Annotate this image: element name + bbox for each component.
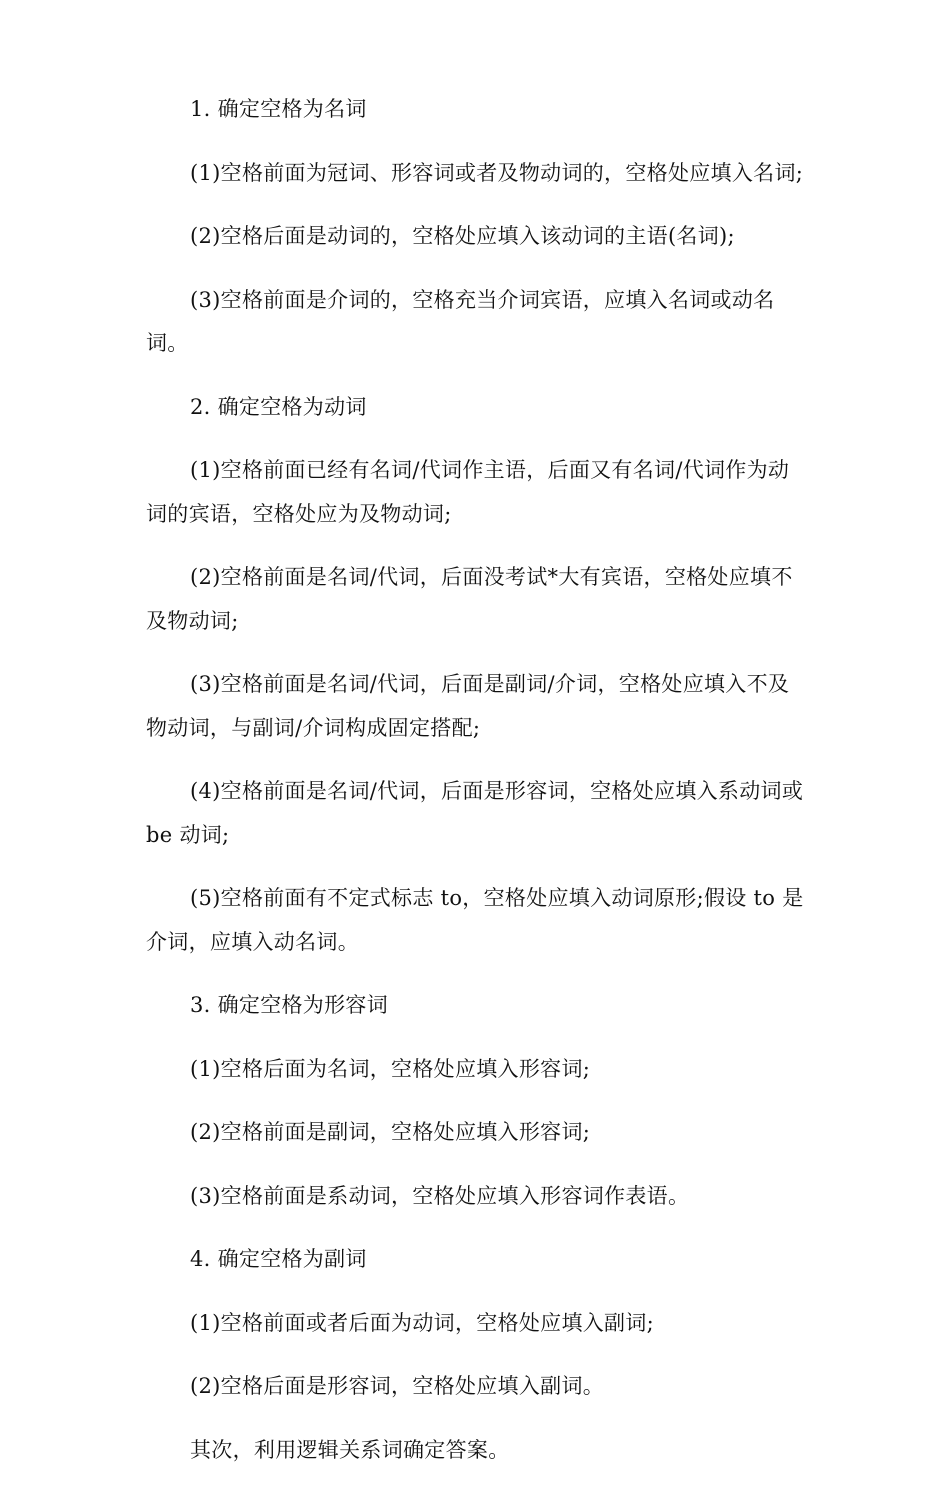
section-heading-adjective: 3. 确定空格为形容词 <box>190 993 389 1017</box>
adjective-rule-3: (3)空格前面是系动词，空格处应填入形容词作表语。 <box>190 1183 690 1208</box>
verb-rule-4: (4)空格前面是名词/代词，后面是形容词，空格处应填入系动词或 be 动词; <box>146 779 804 847</box>
document-body <box>146 88 808 1492</box>
verb-rule-3: (3)空格前面是名词/代词，后面是副词/介词，空格处应填入不及物动词，与副词/介词构成固定搭配; <box>146 672 790 740</box>
section-heading-noun: 1. 确定空格为名词 <box>190 97 367 121</box>
verb-rule-2: (2)空格前面是名词/代词，后面没考试*大有宾语，空格处应填不及物动词; <box>146 565 793 633</box>
adverb-rule-1: (1)空格前面或者后面为动词，空格处应填入副词; <box>190 1310 655 1335</box>
adverb-rule-2: (2)空格后面是形容词，空格处应填入副词。 <box>190 1374 605 1398</box>
verb-rule-1: (1)空格前面已经有名词/代词作主语，后面又有名词/代词作为动词的宾语，空格处应为及物动词; <box>146 458 790 526</box>
noun-rule-1: (1)空格前面为冠词、形容词或者及物动词的，空格处应填入名词; <box>190 160 804 185</box>
adjective-rule-1: (1)空格后面为名词，空格处应填入形容词; <box>190 1056 591 1081</box>
closing-paragraph: 其次，利用逻辑关系词确定答案。 <box>190 1437 510 1462</box>
verb-rule-5: (5)空格前面有不定式标志 to，空格处应填入动词原形;假设 to 是介词，应填入动名词。 <box>146 886 804 954</box>
adjective-rule-2: (2)空格前面是副词，空格处应填入形容词; <box>190 1120 591 1144</box>
section-heading-adverb: 4. 确定空格为副词 <box>190 1247 367 1271</box>
noun-rule-3: (3)空格前面是介词的，空格充当介词宾语，应填入名词或动名词。 <box>146 287 775 355</box>
noun-rule-2: (2)空格后面是动词的，空格处应填入该动词的主语(名词); <box>190 224 735 248</box>
section-heading-verb: 2. 确定空格为动词 <box>190 394 367 419</box>
